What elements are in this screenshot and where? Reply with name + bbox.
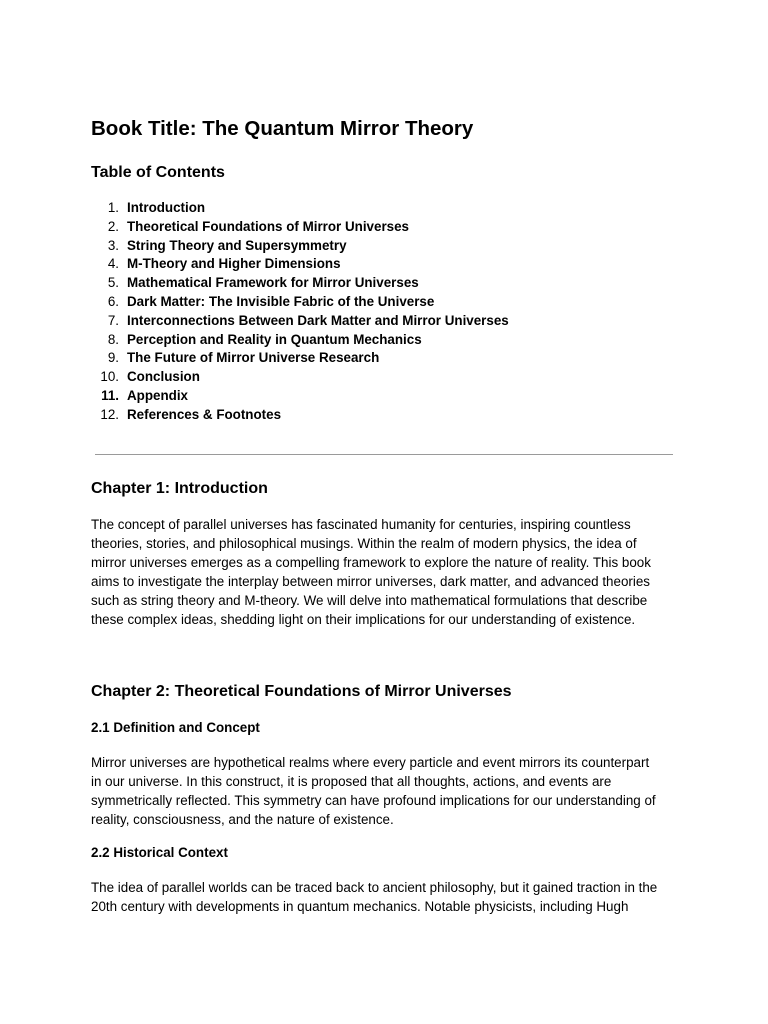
toc-item-label: Theoretical Foundations of Mirror Universes xyxy=(127,218,409,234)
paragraph-line: Mirror universes are hypothetical realms where every particle and event mirrors its counterpart xyxy=(91,755,650,770)
toc-item-introduction xyxy=(91,199,509,218)
toc-item-label: Conclusion xyxy=(127,369,200,385)
section-2-1-paragraph xyxy=(91,753,677,829)
toc-item-label: Appendix xyxy=(127,387,189,403)
toc-item-label: Perception and Reality in Quantum Mechanics xyxy=(127,331,422,347)
paragraph-line: symmetrically reflected. This symmetry can have profound implications for our understanding of xyxy=(91,793,656,808)
toc-item-label: References & Footnotes xyxy=(127,406,282,422)
toc-item-mathematical-framework xyxy=(91,274,509,293)
toc-item-future-research xyxy=(91,349,509,368)
toc-item-conclusion xyxy=(91,368,509,387)
toc-item-number: 5. xyxy=(107,275,119,291)
toc-item-number: 8. xyxy=(107,331,119,347)
toc-item-dark-matter xyxy=(91,293,509,312)
toc-item-m-theory xyxy=(91,255,509,274)
toc-item-appendix xyxy=(91,387,509,406)
toc-item-number: 6. xyxy=(107,293,119,309)
toc-item-number: 10. xyxy=(100,369,119,385)
section-2-1-heading: 2.1 Definition and Concept xyxy=(91,720,260,735)
toc-item-label: Mathematical Framework for Mirror Universes xyxy=(127,275,419,291)
chapter-2-heading: Chapter 2: Theoretical Foundations of Mirror Universes xyxy=(91,683,512,700)
toc-item-theoretical-foundations xyxy=(91,218,509,237)
chapter-1-paragraph xyxy=(91,515,677,629)
paragraph-line: reality, consciousness, and the nature of existence. xyxy=(91,812,394,827)
paragraph-line: theories, stories, and philosophical musings. Within the realm of modern physics, the idea of xyxy=(91,536,637,551)
toc-item-number: 9. xyxy=(107,350,119,366)
toc-item-label: Interconnections Between Dark Matter and Mirror Universes xyxy=(127,312,509,328)
section-2-2-heading: 2.2 Historical Context xyxy=(91,845,228,860)
toc-item-number: 2. xyxy=(107,218,119,234)
toc-item-perception-reality xyxy=(91,331,509,350)
section-2-2-paragraph xyxy=(91,878,677,916)
toc-item-number: 11. xyxy=(101,387,119,403)
toc-item-number: 7. xyxy=(107,312,119,328)
toc-list xyxy=(91,199,509,425)
toc-item-number: 3. xyxy=(107,237,119,253)
toc-item-number: 1. xyxy=(107,200,119,215)
chapter-1-heading: Chapter 1: Introduction xyxy=(91,480,268,497)
paragraph-line: 20th century with developments in quantum mechanics. Notable physicists, including Hugh xyxy=(91,899,629,914)
paragraph-line: The concept of parallel universes has fascinated humanity for centuries, inspiring countless xyxy=(91,517,631,532)
book-title: Book Title: The Quantum Mirror Theory xyxy=(91,117,474,140)
paragraph-line: in our universe. In this construct, it is proposed that all thoughts, actions, and events are xyxy=(91,774,612,789)
toc-item-interconnections xyxy=(91,312,509,331)
toc-item-label: String Theory and Supersymmetry xyxy=(127,237,347,253)
toc-item-references xyxy=(91,406,509,425)
paragraph-line: such as string theory and M-theory. We will delve into mathematical formulations that describe xyxy=(91,593,648,608)
toc-item-label: The Future of Mirror Universe Research xyxy=(127,350,380,366)
toc-item-label: M-Theory and Higher Dimensions xyxy=(127,256,341,272)
toc-item-string-theory xyxy=(91,237,509,256)
paragraph-line: The idea of parallel worlds can be traced back to ancient philosophy, but it gained traction in the xyxy=(91,880,658,895)
toc-item-number: 4. xyxy=(107,256,119,272)
toc-item-label: Introduction xyxy=(127,200,206,215)
toc-item-label: Dark Matter: The Invisible Fabric of the Universe xyxy=(127,293,435,309)
toc-item-number: 12. xyxy=(100,406,119,422)
toc-heading: Table of Contents xyxy=(91,164,225,181)
section-divider xyxy=(95,454,673,455)
paragraph-line: aims to investigate the interplay between mirror universes, dark matter, and advanced theories xyxy=(91,574,650,589)
paragraph-line: mirror universes emerges as a compelling framework to explore the nature of reality. This book xyxy=(91,555,651,570)
paragraph-line: these complex ideas, shedding light on their implications for our understanding of existence. xyxy=(91,612,636,627)
